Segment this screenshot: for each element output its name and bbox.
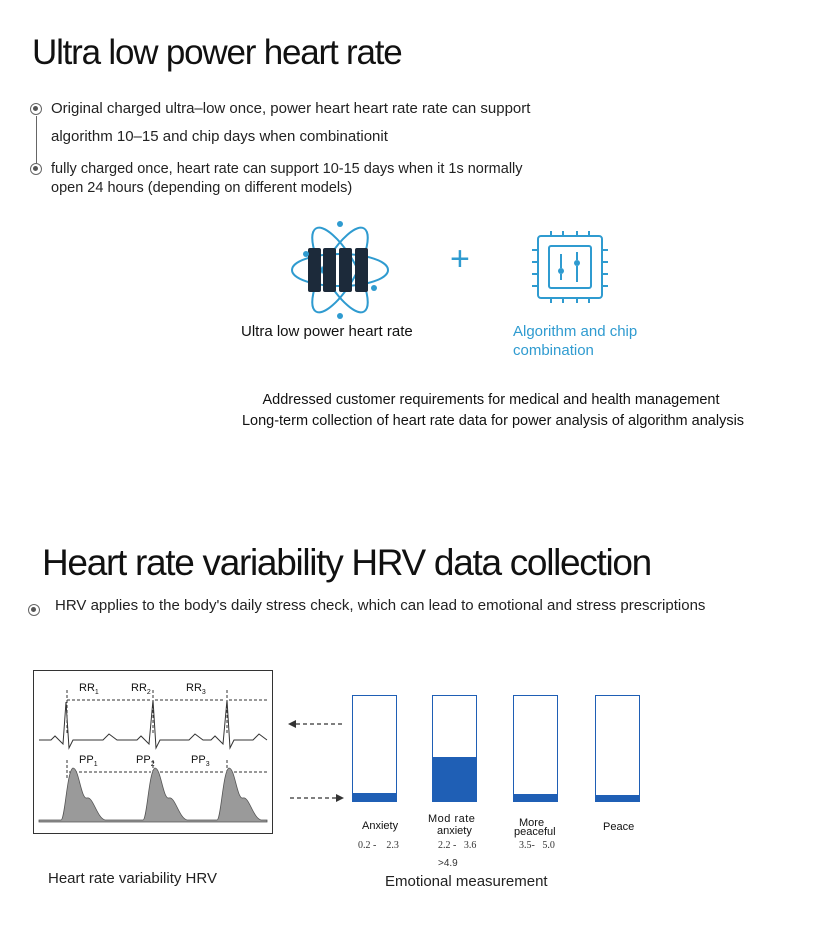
rr-text: RR	[131, 682, 147, 694]
bar-fill	[433, 757, 476, 801]
section1-title: Ultra low power heart rate	[32, 33, 402, 72]
emotion-chart-caption: Emotional measurement	[385, 873, 548, 890]
hrv-waveform-figure	[33, 670, 273, 834]
rr-label-3	[186, 682, 206, 696]
pp-sub: 1	[93, 761, 98, 769]
waveform-caption: Heart rate variability HRV	[48, 870, 217, 887]
emotion-bar-peace	[595, 695, 640, 802]
bar-range-mod: 2.2 - 3.6	[438, 840, 477, 851]
rr-sub: 2	[146, 689, 151, 697]
bar-fill	[353, 793, 396, 801]
rr-label-2	[131, 682, 151, 696]
bar-label-more-line-2: peaceful	[514, 826, 556, 838]
bar-label-more-line-1: More	[519, 817, 545, 829]
bar-fill	[514, 794, 557, 801]
bar-label-mod-line-2: anxiety	[437, 825, 472, 837]
bullet-icon	[30, 163, 42, 175]
rr-sub: 3	[201, 689, 206, 697]
bullet-icon	[30, 103, 42, 115]
summary-line-2: Long-term collection of heart rate data for power analysis of algorithm analysis	[241, 413, 745, 429]
summary-line-1: Addressed customer requirements for medical and health management	[262, 392, 720, 408]
bullet-icon	[28, 604, 40, 616]
pp-sub: 2	[150, 761, 155, 769]
pp-text: PP	[191, 754, 206, 766]
rr-label-1	[79, 682, 99, 696]
bullet-connector	[36, 116, 37, 166]
rr-text: RR	[186, 682, 202, 694]
pp-label-1	[79, 754, 98, 768]
bar-range-extra: >4.9	[438, 858, 458, 869]
dashed-arrow-left-icon	[288, 718, 344, 730]
bar-label-anxiety: Anxiety	[362, 820, 399, 832]
bullet-1-line-1: Original charged ultra–low once, power heart heart rate rate can support	[51, 100, 531, 117]
dashed-arrow-right-icon	[288, 792, 344, 804]
atom-heart-rate-icon	[288, 218, 392, 322]
bar-range-anxiety: 0.2 - 2.3	[358, 840, 399, 851]
rr-sub: 1	[94, 689, 99, 697]
bar-fill	[596, 795, 639, 801]
icon-right-caption-line-1: Algorithm and chip	[513, 323, 638, 340]
rr-text: RR	[79, 682, 95, 694]
pp-label-2	[136, 754, 155, 768]
bullet-2-line-2: open 24 hours (depending on different models)	[51, 180, 353, 196]
icon-left-caption: Ultra low power heart rate	[241, 323, 413, 340]
emotion-bar-more-peaceful	[513, 695, 558, 802]
icon-right-caption-line-2: combination	[513, 342, 594, 359]
section2-bullet-text: HRV applies to the body's daily stress check, which can lead to emotional and stress prescriptions	[55, 597, 706, 614]
bar-range-more: 3.5- 5.0	[519, 840, 555, 851]
pp-text: PP	[79, 754, 94, 766]
pp-text: PP	[136, 754, 151, 766]
bar-label-peace: Peace	[603, 821, 635, 833]
pp-label-3	[191, 754, 210, 768]
emotion-bar-anxiety	[352, 695, 397, 802]
chip-icon	[527, 230, 613, 304]
section2-title: Heart rate variability HRV data collection	[42, 542, 651, 583]
emotion-bar-mod-anxiety	[432, 695, 477, 802]
bullet-2-line-1: fully charged once, heart rate can support 10-15 days when it 1s normally	[51, 161, 523, 177]
bullet-1-line-2: algorithm 10–15 and chip days when combinationit	[51, 128, 388, 145]
bar-label-mod-line-1: Mod rate	[428, 813, 476, 825]
plus-icon: +	[450, 240, 470, 278]
pp-sub: 3	[205, 761, 210, 769]
